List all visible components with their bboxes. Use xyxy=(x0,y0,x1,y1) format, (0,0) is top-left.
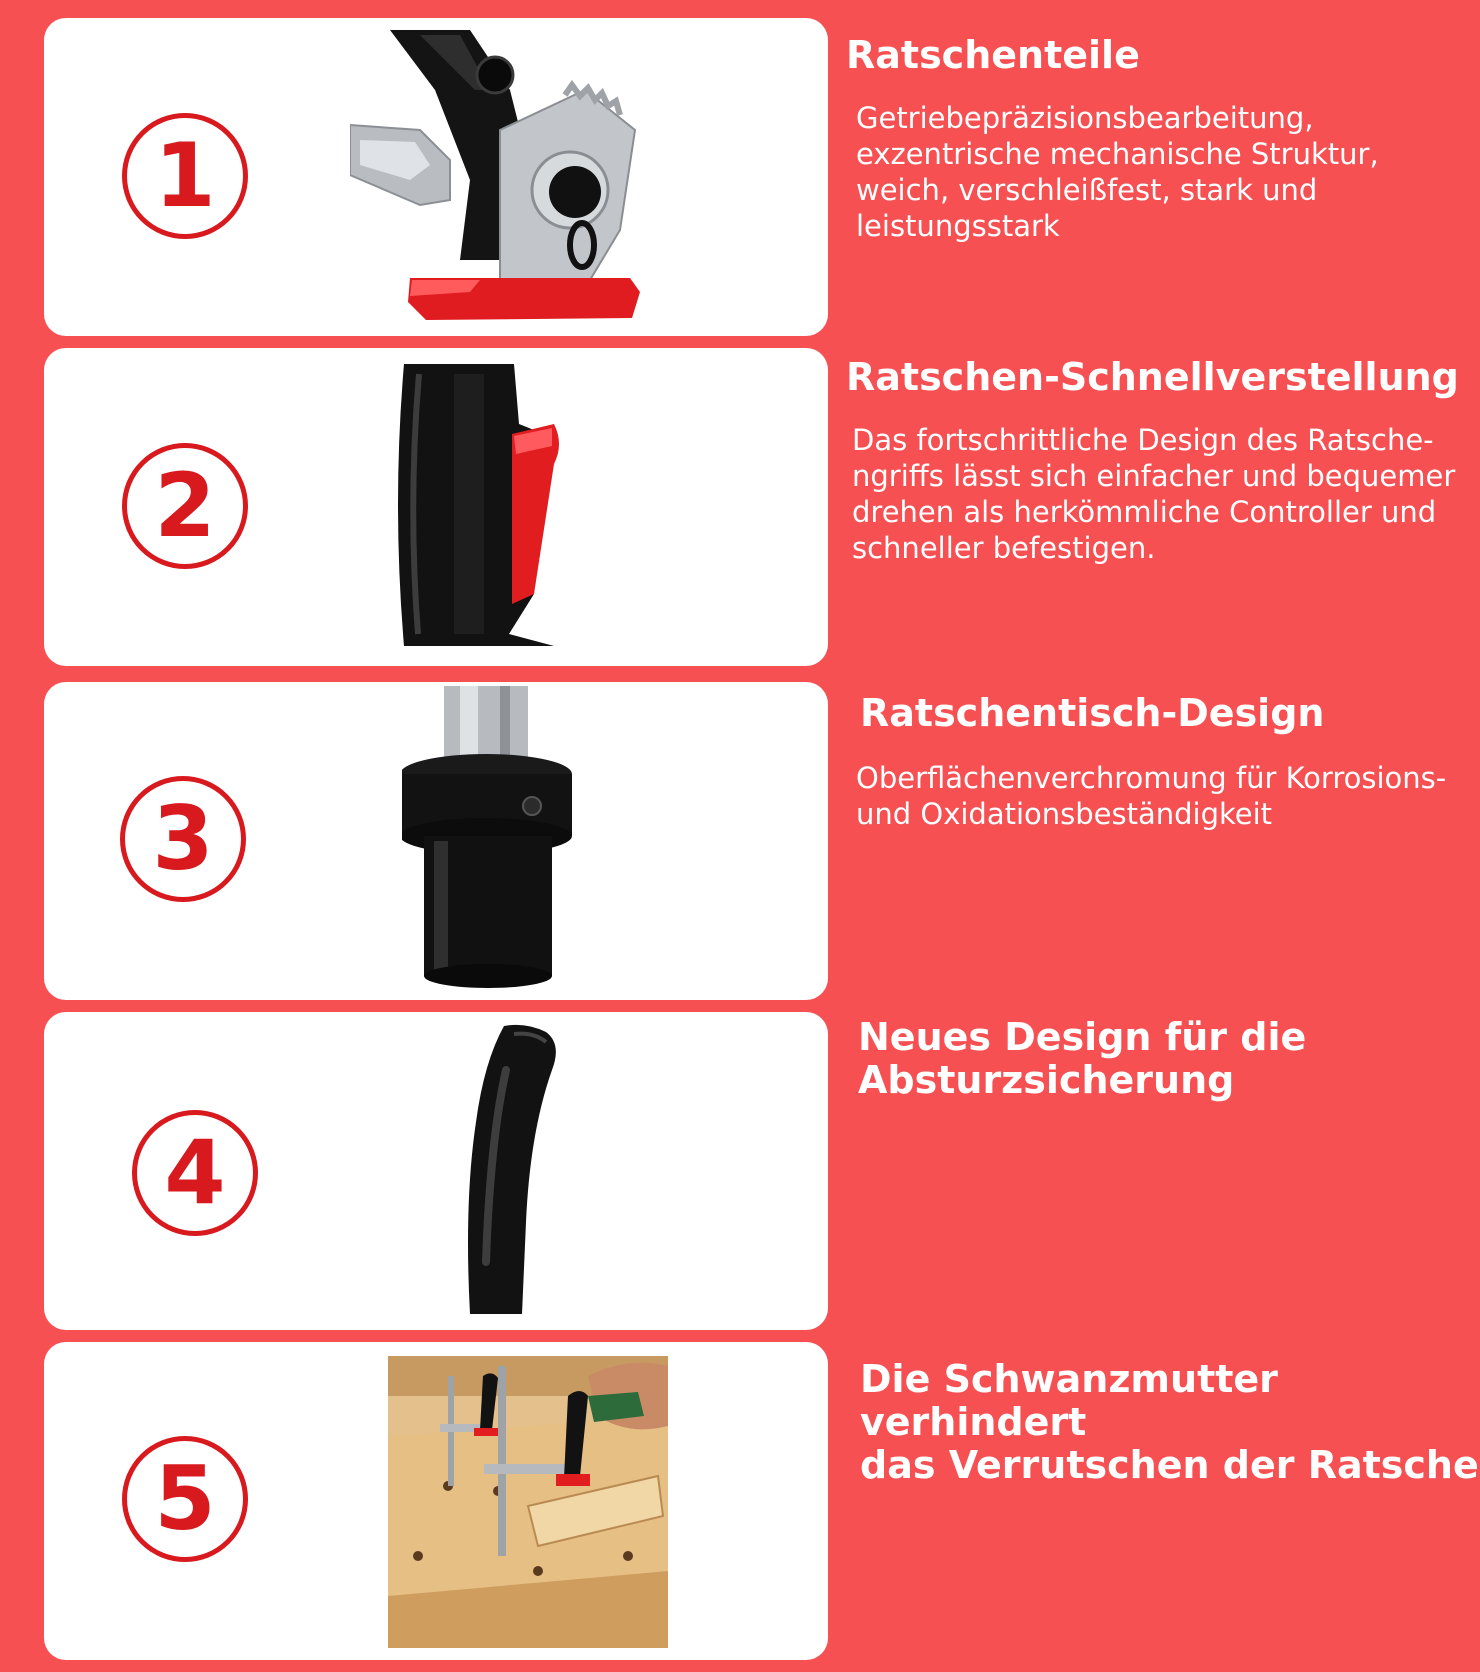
workbench-clamps-photo xyxy=(388,1356,668,1648)
number-badge-2: 2 xyxy=(122,443,248,569)
ratchet-mechanism-photo xyxy=(350,30,650,330)
feature-card-1 xyxy=(44,18,828,336)
number-badge-5: 5 xyxy=(122,1436,248,1562)
table-collar-photo xyxy=(402,686,582,994)
number-badge-1: 1 xyxy=(122,113,248,239)
number-badge-4: 4 xyxy=(132,1110,258,1236)
feature-title-4: Neues Design für die Absturzsicherung xyxy=(858,1015,1307,1102)
feature-title-1: Ratschenteile xyxy=(846,33,1140,77)
feature-card-3 xyxy=(44,682,828,1000)
ratchet-handle-photo xyxy=(394,364,594,654)
curved-grip-photo xyxy=(434,1022,564,1322)
feature-card-4 xyxy=(44,1012,828,1330)
feature-description-1: Getriebepräzisionsbearbeitung, exzentrische mechanische Struktur, weich, verschleißfest, stark und leistungsstark xyxy=(856,101,1379,243)
feature-card-5 xyxy=(44,1342,828,1660)
feature-description-3: Oberflächenverchromung für Korrosions- und Oxidationsbeständigkeit xyxy=(856,761,1447,831)
number-badge-3: 3 xyxy=(120,776,246,902)
feature-title-3: Ratschentisch-Design xyxy=(860,691,1325,735)
feature-title-5: Die Schwanzmutter verhindert das Verrutschen der Ratsche xyxy=(860,1357,1479,1487)
feature-description-2: Das fortschrittliche Design des Ratsche- ngriffs lässt sich einfacher und bequemer drehen als herkömmliche Controller und schneller befestigen. xyxy=(852,423,1456,565)
feature-card-2 xyxy=(44,348,828,666)
feature-title-2: Ratschen-Schnellverstellung xyxy=(846,355,1459,399)
